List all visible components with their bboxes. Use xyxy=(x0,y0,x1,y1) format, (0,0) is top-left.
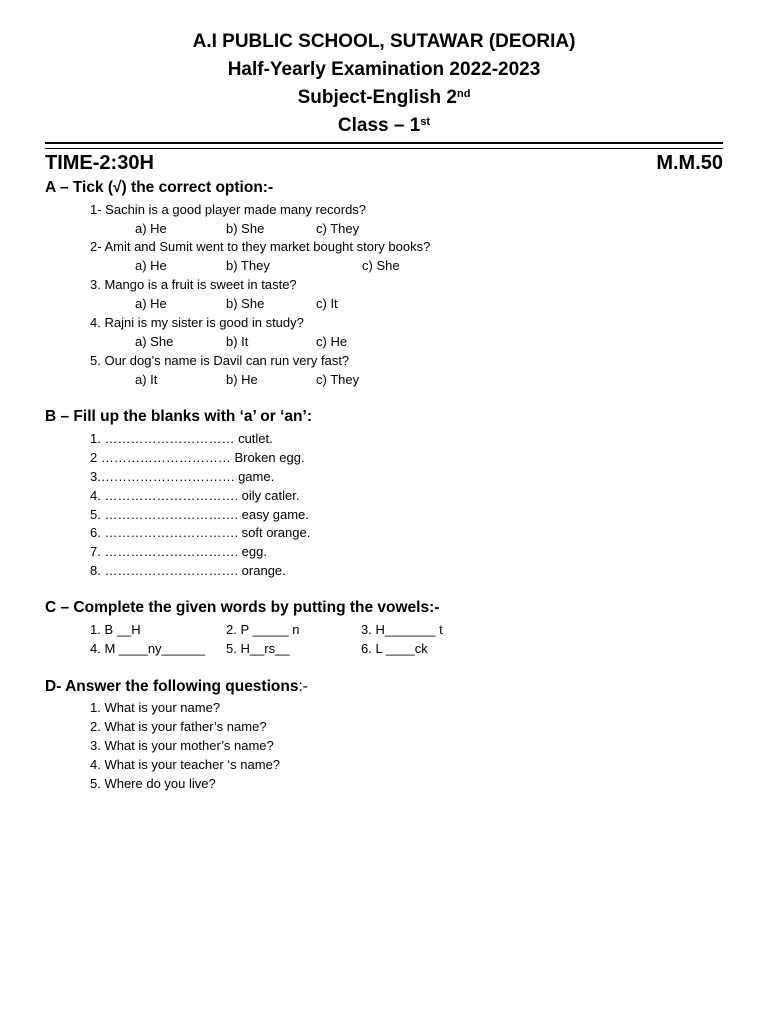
class-line xyxy=(0,112,768,140)
section-d-question: 4. What is your teacher ‘s name? xyxy=(90,757,281,772)
header-rule-thick xyxy=(45,142,723,144)
section-a-option: b) She xyxy=(226,296,265,311)
section-a-option: a) He xyxy=(135,296,167,311)
paper-header xyxy=(0,28,768,140)
section-a-option: a) He xyxy=(135,258,167,273)
section-a-title: A – Tick (√) the correct option:- xyxy=(45,179,274,196)
section-a-option: a) He xyxy=(135,221,167,236)
section-b-item: 4. …………………………. oily catler. xyxy=(90,488,300,503)
section-d-title-text: D- Answer the following questions xyxy=(45,678,299,695)
section-a-option: c) It xyxy=(316,296,338,311)
section-d-question: 1. What is your name? xyxy=(90,700,221,715)
section-c-word: 5. H__rs__ xyxy=(226,641,290,656)
max-marks-label: M.M.50 xyxy=(656,152,723,174)
section-c-word: 1. B __H xyxy=(90,622,141,637)
section-a-option: b) She xyxy=(226,221,265,236)
school-name: A.I PUBLIC SCHOOL, SUTAWAR (DEORIA) xyxy=(192,31,576,52)
time-label: TIME-2:30H xyxy=(45,152,154,174)
section-c-word: 6. L ____ck xyxy=(361,641,428,656)
section-a-question: 1- Sachin is a good player made many records? xyxy=(90,202,367,217)
section-a-option: b) It xyxy=(226,334,249,349)
section-b-item: 2 ………………………… Broken egg. xyxy=(90,450,305,465)
section-c-word: 2. P _____ n xyxy=(226,622,300,637)
section-a-option: b) He xyxy=(226,372,258,387)
section-b-item: 6. …………………………. soft orange. xyxy=(90,525,311,540)
section-b-item: 7. …………………………. egg. xyxy=(90,544,267,559)
section-a-option: a) She xyxy=(135,334,174,349)
section-a-option: a) It xyxy=(135,372,158,387)
exam-title: Half-Yearly Examination 2022-2023 xyxy=(227,59,541,80)
section-a-option: c) He xyxy=(316,334,348,349)
section-a-option: c) They xyxy=(316,221,360,236)
class-superscript: st xyxy=(420,116,431,128)
section-a-question: 2- Amit and Sumit went to they market bought story books? xyxy=(90,239,431,254)
section-a-option: c) She xyxy=(362,258,400,273)
section-b-title: B – Fill up the blanks with ‘a’ or ‘an’: xyxy=(45,408,312,425)
header-rule-thin xyxy=(45,148,723,149)
section-a-option: b) They xyxy=(226,258,270,273)
section-d-question: 2. What is your father’s name? xyxy=(90,719,267,734)
section-d-title-tail: :- xyxy=(298,678,308,695)
section-a-question: 5. Our dog’s name is Davil can run very fast? xyxy=(90,353,350,368)
section-d-question: 3. What is your mother’s name? xyxy=(90,738,274,753)
section-b-item: 5. …………………………. easy game. xyxy=(90,507,309,522)
subject-superscript: nd xyxy=(456,88,471,100)
section-b-item: 1. ………………………… cutlet. xyxy=(90,431,273,446)
section-b-item: 3.…………………………. game. xyxy=(90,469,275,484)
subject-line xyxy=(0,84,768,112)
section-a-question: 3. Mango is a fruit is sweet in taste? xyxy=(90,277,297,292)
section-c-word: 3. H_______ t xyxy=(361,622,443,637)
subject-text: Subject-English 2 xyxy=(297,87,457,108)
section-d-question: 5. Where do you live? xyxy=(90,776,216,791)
section-a-option: c) They xyxy=(316,372,360,387)
section-d-title xyxy=(45,677,308,697)
class-text: Class – 1 xyxy=(337,115,421,136)
section-b-item: 8. …………………………. orange. xyxy=(90,563,286,578)
section-c-title: C – Complete the given words by putting the vowels:- xyxy=(45,599,440,616)
section-a-question: 4. Rajni is my sister is good in study? xyxy=(90,315,304,330)
section-c-word: 4. M ____ny______ xyxy=(90,641,205,656)
